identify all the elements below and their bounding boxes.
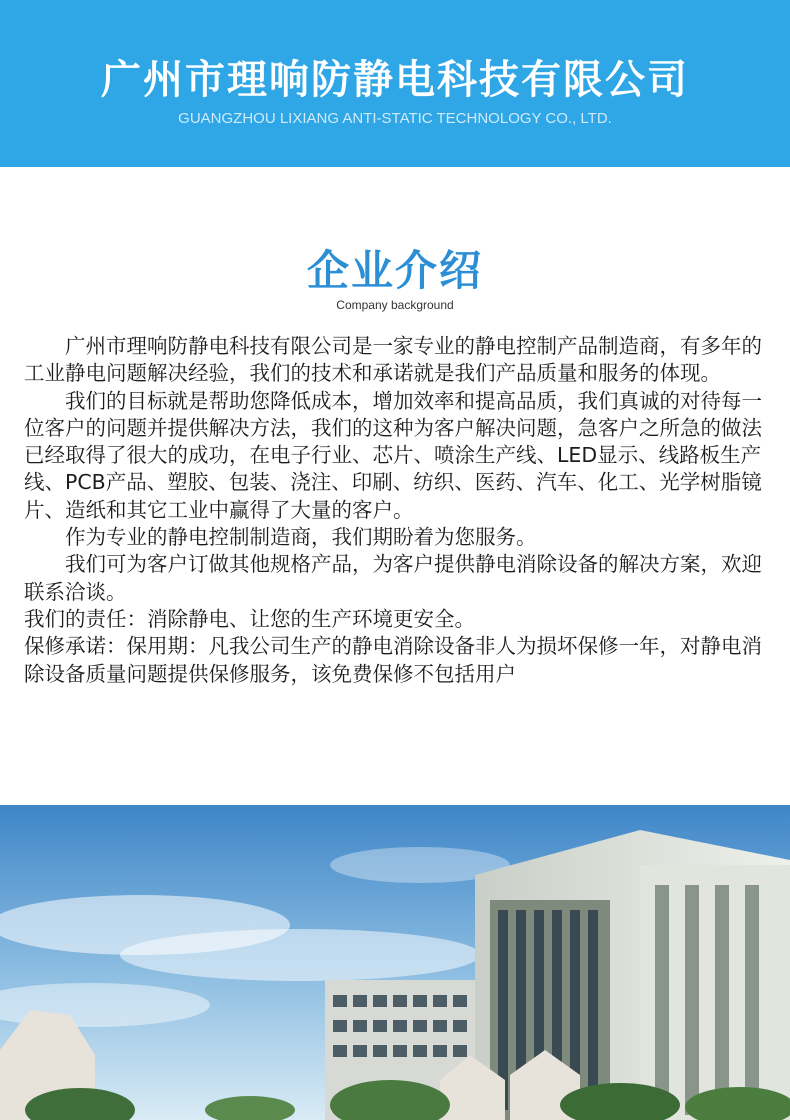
section-title: 企业介绍 bbox=[306, 246, 483, 295]
section-subtitle: Company background bbox=[336, 298, 454, 312]
company-name-english: GUANGZHOU LIXIANG ANTI-STATIC TECHNOLOGY CO., LTD. bbox=[178, 110, 612, 127]
company-building-photo bbox=[0, 805, 790, 1120]
intro-paragraph: 广州市理响防静电科技有限公司是一家专业的静电控制产品制造商，有多年的工业静电问题解决经验，我们的技术和承诺就是我们产品质量和服务的体现。 bbox=[24, 334, 762, 386]
intro-paragraph: 我们的目标就是帮助您降低成本，增加效率和提高品质，我们真诚的对待每一位客户的问题并提供解决方法，我们的这种为客户解决问题，急客户之所急的做法已经取得了很大的成功，在电子行业、芯片、喷涂生产线、LED显示、线路板生产线、PCB产品、塑胶、包装、浇注、印刷、纺织、医药、汽车、化工、光学树脂镜片、造纸和其它工业中赢得了大量的客户。 bbox=[24, 388, 762, 522]
warranty-line: 保修承诺：保用期：凡我公司生产的静电消除设备非人为损坏保修一年，对静电消除设备质量问题提供保修服务，该免费保修不包括用户 bbox=[24, 634, 762, 686]
intro-paragraph: 作为专业的静电控制制造商，我们期盼着为您服务。 bbox=[65, 525, 537, 550]
building-illustration bbox=[0, 805, 790, 1120]
company-introduction bbox=[24, 333, 766, 688]
responsibility-line: 我们的责任：消除静电、让您的生产环境更安全。 bbox=[24, 606, 475, 631]
company-name: 广州市理响防静电科技有限公司 bbox=[101, 57, 689, 103]
header-banner bbox=[0, 0, 790, 167]
intro-paragraph: 我们可为客户订做其他规格产品，为客户提供静电消除设备的解决方案，欢迎联系洽谈。 bbox=[24, 552, 762, 604]
